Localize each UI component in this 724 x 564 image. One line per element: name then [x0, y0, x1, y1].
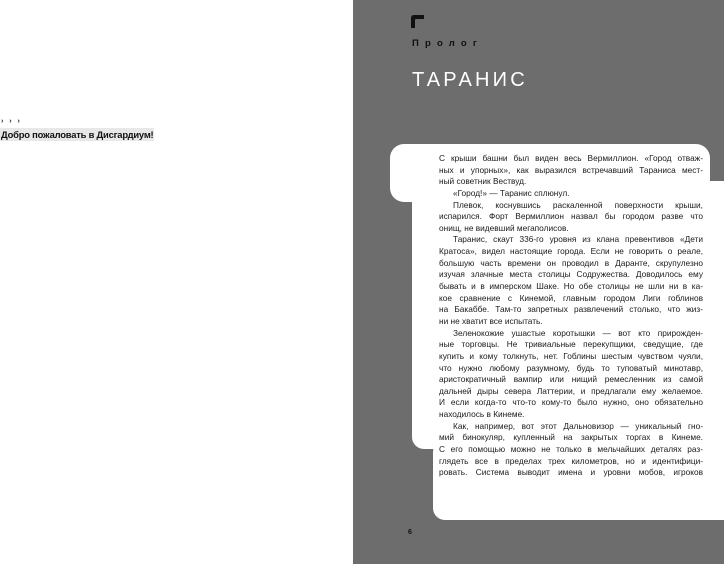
text-line: на Бакаббе. Там-то запретных развлечений столько, что жиз-: [439, 304, 703, 315]
text-line: ные торговцы. Не тривиальные перекупщики, сведущие, где: [439, 339, 703, 350]
text-line: находилось в Кинеме.: [439, 409, 525, 420]
text-line: Плевок, коснувшись раскаленной поверхности крыши,: [453, 199, 703, 210]
text-line: онищ, не видевший мегаполисов.: [439, 222, 569, 233]
text-line: Кратоса», видел настоящие города. Если не говорить о реале,: [439, 246, 703, 257]
chapter-label: Пролог: [412, 38, 484, 49]
text-line: кое сравнение с Кинемой, главным городом Лиги гоблинов: [439, 292, 703, 303]
left-page: [0, 0, 353, 564]
text-line: бывать и в имперском Шаке. Но обе столицы не шли ни в ка-: [439, 281, 703, 292]
text-line: изучая злачные места столицы Содружества. Доводилось ему: [439, 269, 703, 280]
text-line: «Город!» — Таранис сплюнул.: [453, 187, 570, 198]
text-line: Как, например, вот этот Дальновизор — уникальный гно-: [453, 420, 703, 431]
text-line: ный советник Вествуд.: [439, 176, 527, 187]
text-line: Таранис, скаут 336-го уровня из клана превентивов «Дети: [453, 234, 703, 245]
arrow-markers: › › ›: [1, 118, 22, 125]
text-line: ровать. Система выводит имена и уровни мобов, игроков: [439, 467, 703, 478]
text-line: ни не хватит все испытать.: [439, 315, 543, 326]
corner-bracket-icon: [410, 14, 425, 29]
text-line: купить и кому толкнуть, нет. Гоблины шестым чувством чуяли,: [439, 350, 703, 361]
text-line: С его помощью можно не только в мельчайших деталях раз-: [439, 444, 703, 455]
text-line: аристократичный вампир или нищий ремесленник из самой: [439, 374, 703, 385]
text-line: что нужно любому разумному, будь то туповатый минотавр,: [439, 362, 703, 373]
text-line: мий бинокуляр, купленный на закрытых торгах в Кинеме.: [439, 432, 703, 443]
text-line: испарился. Форт Вермиллион назвал бы городом разве что: [439, 211, 703, 222]
text-line: большую часть времени он проводил в Даранте, скрупулезно: [439, 257, 703, 268]
text-line: дальней дыры севера Латтерии, и предлагали ему желаемое.: [439, 385, 703, 396]
chapter-title: ТАРАНИС: [412, 69, 528, 91]
chapter-body-text: [439, 153, 703, 479]
text-line: глядеть все в пределах трех километров, но и идентифици-: [439, 455, 703, 466]
right-page: [353, 0, 724, 564]
welcome-text: Добро пожаловать в Дисгардиум!: [1, 129, 154, 140]
text-line: И если когда-то что-то кому-то было нужно, оно обязательно: [439, 397, 703, 408]
page-number: 6: [408, 529, 412, 536]
text-line: ных и упорных», как выразился встречавший Тараниса мест-: [439, 164, 703, 175]
text-line: С крыши башни был виден весь Вермиллион. «Город отваж-: [439, 153, 703, 163]
text-line: Зеленокожие ушастые коротышки — вот кто прирожден-: [453, 327, 703, 338]
